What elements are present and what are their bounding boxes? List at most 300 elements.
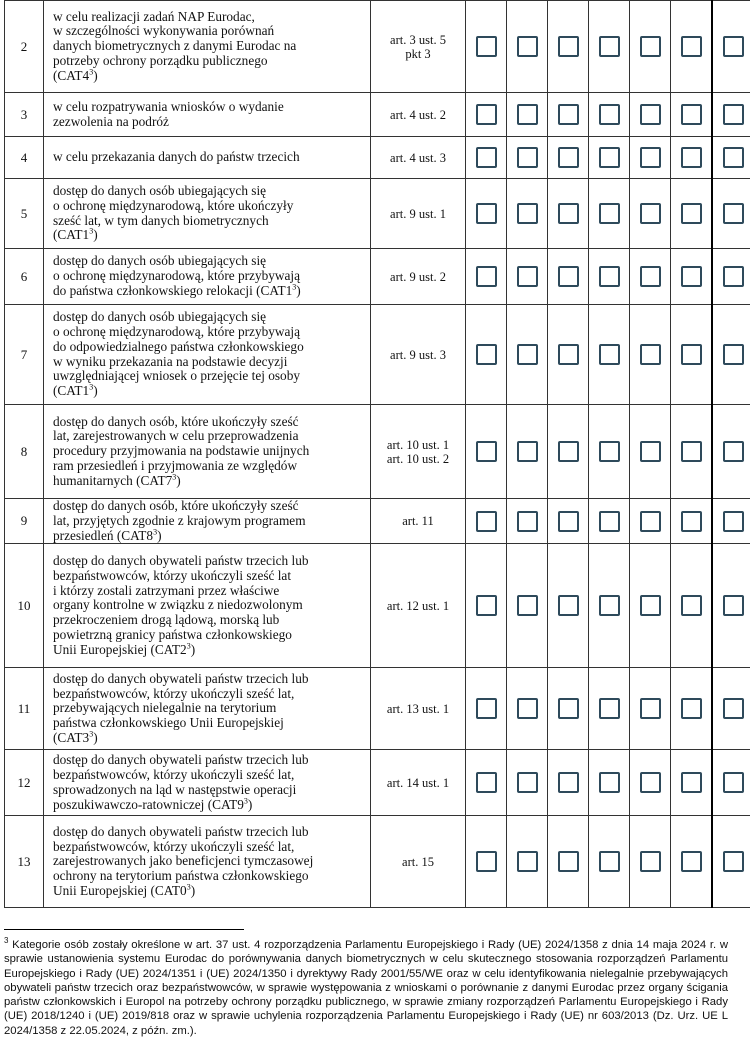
- checkbox[interactable]: [599, 698, 620, 719]
- checkbox-cell: [671, 305, 713, 405]
- description-line: w szczególności wykonywania porównań: [53, 23, 275, 39]
- categories-table: [4, 0, 750, 908]
- checkbox-cell: [548, 668, 589, 750]
- footnote-ref: 3: [153, 527, 158, 537]
- description-line: do odpowiedzialnego państwa członkowskiego: [53, 338, 304, 354]
- category-text: przesiedleń (CAT8: [53, 527, 154, 543]
- legal-basis: [371, 137, 466, 179]
- checkbox-cell: [507, 499, 548, 544]
- description-line: w celu rozpatrywania wniosków o wydanie: [53, 98, 284, 114]
- description-line: o ochronę międzynarodową, które przybywają: [53, 268, 301, 284]
- row-number: 12: [5, 750, 44, 816]
- checkbox[interactable]: [640, 595, 661, 616]
- checkbox[interactable]: [640, 36, 661, 57]
- checkbox[interactable]: [640, 203, 661, 224]
- checkbox[interactable]: [681, 147, 702, 168]
- checkbox-cell: [712, 249, 750, 305]
- table-row: [5, 668, 750, 750]
- row-description: [44, 499, 371, 544]
- checkbox-cell: [712, 668, 750, 750]
- checkbox[interactable]: [599, 511, 620, 532]
- description-category-line: [53, 529, 366, 544]
- checkbox[interactable]: [476, 441, 497, 462]
- article-reference: art. 9 ust. 2: [390, 269, 446, 284]
- table-row: [5, 816, 750, 908]
- table-row: [5, 544, 750, 668]
- article-reference: art. 9 ust. 1: [390, 206, 446, 221]
- row-number: 7: [5, 305, 44, 405]
- row-description: [44, 93, 371, 137]
- category-close: ): [190, 883, 196, 899]
- checkbox-cell: [671, 137, 713, 179]
- checkbox[interactable]: [599, 36, 620, 57]
- checkbox-cell: [630, 668, 671, 750]
- description-line: dostęp do danych obywateli państw trzecich lub: [53, 670, 309, 686]
- checkbox-cell: [466, 668, 507, 750]
- checkbox[interactable]: [517, 851, 538, 872]
- checkbox[interactable]: [517, 266, 538, 287]
- legal-basis: [371, 249, 466, 305]
- article-reference: art. 4 ust. 2: [390, 107, 446, 122]
- checkbox-cell: [712, 544, 750, 668]
- checkbox-cell: [548, 249, 589, 305]
- checkbox-cell: [630, 405, 671, 499]
- category-close: ): [190, 641, 196, 657]
- description-line: o ochronę międzynarodową, które przybywają: [53, 323, 301, 339]
- checkbox[interactable]: [599, 595, 620, 616]
- checkbox-cell: [712, 179, 750, 249]
- checkbox-cell: [507, 249, 548, 305]
- checkbox[interactable]: [723, 266, 744, 287]
- description-line: uwzględniającej wniosek o przejęcie tej osoby: [53, 368, 301, 384]
- checkbox[interactable]: [681, 511, 702, 532]
- checkbox-cell: [671, 249, 713, 305]
- checkbox[interactable]: [517, 595, 538, 616]
- footnote-ref: 3: [292, 282, 297, 292]
- description-line: bezpaństwowców, którzy ukończyli sześć lat,: [53, 767, 295, 783]
- checkbox-cell: [589, 305, 630, 405]
- description-line: dostęp do danych osób ubiegających się: [53, 309, 267, 325]
- checkbox-cell: [589, 405, 630, 499]
- article-reference: art. 12 ust. 1: [386, 598, 450, 613]
- checkbox-cell: [671, 179, 713, 249]
- checkbox[interactable]: [476, 203, 497, 224]
- checkbox-cell: [548, 499, 589, 544]
- checkbox[interactable]: [476, 698, 497, 719]
- checkbox[interactable]: [476, 36, 497, 57]
- category-close: ): [93, 67, 98, 83]
- checkbox-cell: [589, 816, 630, 908]
- footnote-ref: 3: [186, 882, 191, 892]
- checkbox[interactable]: [517, 772, 538, 793]
- checkbox-cell: [589, 668, 630, 750]
- category-text: poszukiwawczo-ratowniczej (CAT9: [53, 796, 244, 812]
- checkbox[interactable]: [640, 344, 661, 365]
- description-line: bezpaństwowców, którzy ukończyli sześć lat: [53, 567, 292, 583]
- description-line: przebywających nielegalnie na terytorium: [53, 700, 277, 716]
- checkbox[interactable]: [723, 772, 744, 793]
- checkbox[interactable]: [681, 203, 702, 224]
- checkbox[interactable]: [723, 203, 744, 224]
- checkbox-cell: [671, 93, 713, 137]
- checkbox[interactable]: [517, 441, 538, 462]
- checkbox[interactable]: [476, 511, 497, 532]
- checkbox[interactable]: [517, 104, 538, 125]
- checkbox[interactable]: [599, 203, 620, 224]
- checkbox-cell: [589, 249, 630, 305]
- description-line: powietrzną granicy państwa członkowskiego: [53, 627, 292, 643]
- checkbox-cell: [507, 305, 548, 405]
- description-line: dostęp do danych osób, które ukończyły sześć: [53, 498, 299, 513]
- description-line: lat, przyjętych zgodnie z krajowym programem: [53, 512, 306, 528]
- checkbox-cell: [507, 179, 548, 249]
- description-line: organy kontrolne w związku z niedozwolonym: [53, 597, 303, 613]
- checkbox[interactable]: [640, 441, 661, 462]
- category-text: humanitarnych (CAT7: [53, 472, 173, 488]
- footnote: [4, 938, 728, 1038]
- checkbox[interactable]: [681, 772, 702, 793]
- description-line: ram przesiedleń i przyjmowania ze względów: [53, 457, 298, 473]
- table-row: [5, 249, 750, 305]
- description-line: zezwolenia na podróż: [53, 113, 169, 129]
- checkbox-cell: [589, 750, 630, 816]
- checkbox[interactable]: [599, 851, 620, 872]
- description-line: w celu realizacji zadań NAP Eurodac,: [53, 8, 255, 24]
- checkbox[interactable]: [476, 147, 497, 168]
- article-reference: art. 14 ust. 1: [386, 775, 450, 790]
- row-description: [44, 137, 371, 179]
- category-text: Unii Europejskiej (CAT0: [53, 883, 187, 899]
- checkbox-cell: [712, 93, 750, 137]
- checkbox-cell: [630, 179, 671, 249]
- checkbox[interactable]: [723, 441, 744, 462]
- checkbox-cell: [671, 816, 713, 908]
- checkbox-cell: [630, 544, 671, 668]
- description-line: i którzy zostali zatrzymani przez właściwe: [53, 582, 280, 598]
- table-row: [5, 179, 750, 249]
- footnote-ref: 3: [89, 382, 94, 392]
- category-text: Unii Europejskiej (CAT2: [53, 641, 187, 657]
- checkbox-cell: [548, 137, 589, 179]
- checkbox-cell: [630, 499, 671, 544]
- checkbox[interactable]: [681, 698, 702, 719]
- row-number: 2: [5, 1, 44, 93]
- footnote-ref: 3: [172, 472, 177, 482]
- checkbox[interactable]: [723, 104, 744, 125]
- checkbox-cell: [712, 305, 750, 405]
- description-line: w celu przekazania danych do państw trzecich: [53, 149, 300, 165]
- row-number: 11: [5, 668, 44, 750]
- checkbox[interactable]: [476, 595, 497, 616]
- description-line: o ochronę międzynarodową, które ukończyły: [53, 197, 294, 213]
- checkbox-cell: [548, 93, 589, 137]
- article-reference: art. 3 ust. 5: [390, 32, 446, 47]
- checkbox[interactable]: [723, 36, 744, 57]
- table-row: [5, 1, 750, 93]
- checkbox-cell: [466, 544, 507, 668]
- checkbox-cell: [671, 544, 713, 668]
- category-text: do państwa członkowskiego relokacji (CAT1: [53, 282, 293, 298]
- checkbox-cell: [671, 1, 713, 93]
- checkbox-cell: [507, 93, 548, 137]
- checkbox[interactable]: [558, 698, 579, 719]
- checkbox-cell: [589, 137, 630, 179]
- description-line: bezpaństwowców, którzy ukończyli sześć lat,: [53, 685, 295, 701]
- checkbox[interactable]: [723, 344, 744, 365]
- checkbox[interactable]: [640, 511, 661, 532]
- checkbox-cell: [589, 93, 630, 137]
- category-close: ): [93, 383, 98, 399]
- description-category-line: [53, 474, 366, 489]
- checkbox-cell: [671, 668, 713, 750]
- checkbox[interactable]: [517, 344, 538, 365]
- checkbox[interactable]: [599, 344, 620, 365]
- checkbox[interactable]: [558, 344, 579, 365]
- legal-basis: [371, 750, 466, 816]
- checkbox[interactable]: [681, 104, 702, 125]
- checkbox-cell: [548, 816, 589, 908]
- checkbox[interactable]: [640, 104, 661, 125]
- description-category-line: [53, 284, 366, 299]
- checkbox[interactable]: [476, 772, 497, 793]
- checkbox[interactable]: [517, 36, 538, 57]
- description-line: bezpaństwowców, którzy ukończyli sześć lat,: [53, 838, 295, 854]
- row-description: [44, 405, 371, 499]
- checkbox-cell: [671, 499, 713, 544]
- checkbox[interactable]: [723, 851, 744, 872]
- checkbox[interactable]: [476, 851, 497, 872]
- checkbox-cell: [630, 750, 671, 816]
- checkbox[interactable]: [723, 698, 744, 719]
- description-category-line: [53, 69, 366, 84]
- checkbox-cell: [589, 544, 630, 668]
- checkbox-cell: [507, 137, 548, 179]
- checkbox[interactable]: [723, 595, 744, 616]
- row-description: [44, 249, 371, 305]
- description-line: ochrony na terytorium państwa członkowskiego: [53, 868, 309, 884]
- article-reference: art. 10 ust. 1: [386, 437, 450, 452]
- row-number: 6: [5, 249, 44, 305]
- description-line: zarejestrowanych jako beneficjenci tymczasowej: [53, 853, 314, 869]
- checkbox-cell: [712, 499, 750, 544]
- article-reference: art. 10 ust. 2: [386, 451, 450, 466]
- category-text: (CAT1: [53, 383, 90, 399]
- checkbox-cell: [548, 179, 589, 249]
- checkbox-cell: [507, 1, 548, 93]
- checkbox-cell: [712, 137, 750, 179]
- checkbox[interactable]: [681, 851, 702, 872]
- checkbox[interactable]: [517, 698, 538, 719]
- category-text: (CAT4: [53, 67, 90, 83]
- checkbox[interactable]: [681, 344, 702, 365]
- description-line: przekroczeniem drogą lądową, morską lub: [53, 612, 280, 628]
- description-line: państwa członkowskiego Unii Europejskiej: [53, 715, 284, 731]
- checkbox[interactable]: [558, 441, 579, 462]
- checkbox-cell: [507, 816, 548, 908]
- checkbox[interactable]: [681, 441, 702, 462]
- checkbox-cell: [630, 93, 671, 137]
- footnote-ref: 3: [89, 67, 94, 77]
- row-description: [44, 816, 371, 908]
- article-reference: art. 4 ust. 3: [390, 150, 446, 165]
- row-description: [44, 544, 371, 668]
- description-line: dostęp do danych osób, które ukończyły sześć: [53, 413, 299, 429]
- article-reference: art. 9 ust. 3: [390, 347, 446, 362]
- checkbox-cell: [507, 405, 548, 499]
- description-category-line: [53, 884, 366, 899]
- checkbox-cell: [712, 750, 750, 816]
- description-line: potrzeby ochrony porządku publicznego: [53, 52, 268, 68]
- checkbox[interactable]: [476, 104, 497, 125]
- table-row: [5, 305, 750, 405]
- table-row: [5, 750, 750, 816]
- row-number: 10: [5, 544, 44, 668]
- footnote-mark: 3: [4, 936, 9, 946]
- checkbox[interactable]: [558, 147, 579, 168]
- category-text: (CAT1: [53, 227, 90, 243]
- checkbox-cell: [466, 499, 507, 544]
- checkbox-cell: [466, 249, 507, 305]
- checkbox-cell: [589, 1, 630, 93]
- description-line: w wyniku przekazania na podstawie decyzji: [53, 353, 288, 369]
- row-number: 3: [5, 93, 44, 137]
- category-text: (CAT3: [53, 730, 90, 746]
- article-reference: art. 11: [402, 514, 434, 529]
- footnote-text: Kategorie osób zostały określone w art. 37 ust. 4 rozporządzenia Parlamentu Europejskiego i Rady (UE) 2024/1358 z dnia 14 maja 2024 r. w sprawie ustanowienia systemu Eurodac do porównywania danych biometrycznych w celu skutecznego stosowania rozporządzeń Parlamentu Europejskiego i Rady (UE) 2024/1351 i (UE) 2024/1350 i dyrektywy Rady 2001/55/WE oraz w celu identyfikowania nielegalnie przebywających obywateli państw trzecich oraz bezpaństwowców, w sprawie występowania z wnioskami o porównanie z danymi Eurodac przez organy ścigania państw członkowskich i Europol na potrzeby ochrony porządku publicznego, w sprawie zmiany rozporządzeń Parlamentu Europejskiego i Rady (UE) 2018/1240 i (UE) 2019/818 oraz w sprawie uchylenia rozporządzenia Parlamentu Europejskiego i Rady (UE) nr 603/2013 (Dz. Urz. UE L 2024/1358 z 22.05.2024, z późn. zm.).: [4, 939, 728, 1037]
- checkbox[interactable]: [640, 266, 661, 287]
- checkbox[interactable]: [558, 511, 579, 532]
- row-description: [44, 305, 371, 405]
- row-number: 5: [5, 179, 44, 249]
- checkbox-cell: [548, 305, 589, 405]
- checkbox[interactable]: [723, 147, 744, 168]
- checkbox-cell: [507, 668, 548, 750]
- checkbox[interactable]: [599, 772, 620, 793]
- legal-basis: [371, 544, 466, 668]
- checkbox-cell: [507, 750, 548, 816]
- checkbox-cell: [589, 179, 630, 249]
- checkbox[interactable]: [599, 266, 620, 287]
- checkbox[interactable]: [517, 511, 538, 532]
- description-line: danych biometrycznych z danymi Eurodac na: [53, 38, 297, 54]
- checkbox[interactable]: [558, 36, 579, 57]
- description-category-line: [53, 798, 366, 813]
- footnote-separator: [4, 929, 244, 930]
- checkbox[interactable]: [640, 147, 661, 168]
- checkbox[interactable]: [681, 266, 702, 287]
- checkbox[interactable]: [599, 104, 620, 125]
- category-close: ): [296, 282, 301, 298]
- category-close: ): [176, 472, 181, 488]
- description-line: lat, zarejestrowanych w celu przeprowadzenia: [53, 428, 299, 444]
- checkbox-cell: [589, 499, 630, 544]
- checkbox-cell: [671, 750, 713, 816]
- checkbox-cell: [712, 816, 750, 908]
- checkbox-cell: [630, 1, 671, 93]
- checkbox-cell: [507, 544, 548, 668]
- checkbox[interactable]: [599, 147, 620, 168]
- checkbox[interactable]: [558, 851, 579, 872]
- row-number: 8: [5, 405, 44, 499]
- category-close: ): [93, 227, 98, 243]
- checkbox[interactable]: [517, 203, 538, 224]
- description-line: dostęp do danych obywateli państw trzecich lub: [53, 823, 309, 839]
- legal-basis: [371, 668, 466, 750]
- description-line: dostęp do danych obywateli państw trzecich lub: [53, 752, 309, 768]
- checkbox-cell: [466, 179, 507, 249]
- checkbox[interactable]: [723, 511, 744, 532]
- checkbox[interactable]: [476, 344, 497, 365]
- category-close: ): [93, 730, 98, 746]
- description-category-line: [53, 384, 366, 399]
- checkbox-cell: [630, 305, 671, 405]
- checkbox[interactable]: [640, 772, 661, 793]
- checkbox-cell: [466, 405, 507, 499]
- article-reference: art. 13 ust. 1: [386, 701, 450, 716]
- description-line: sześć lat, w tym danych biometrycznych: [53, 212, 269, 228]
- row-number: 9: [5, 499, 44, 544]
- checkbox[interactable]: [599, 441, 620, 462]
- category-close: ): [247, 796, 253, 812]
- checkbox-cell: [466, 305, 507, 405]
- legal-basis: [371, 179, 466, 249]
- checkbox[interactable]: [517, 147, 538, 168]
- table-row: [5, 93, 750, 137]
- checkbox-cell: [548, 750, 589, 816]
- checkbox[interactable]: [681, 36, 702, 57]
- checkbox-cell: [712, 1, 750, 93]
- checkbox[interactable]: [476, 266, 497, 287]
- footnote-ref: 3: [186, 641, 191, 651]
- category-close: ): [157, 527, 162, 543]
- checkbox[interactable]: [640, 851, 661, 872]
- row-description: [44, 750, 371, 816]
- legal-basis: [371, 499, 466, 544]
- description-category-line: [53, 731, 366, 746]
- checkbox-cell: [630, 137, 671, 179]
- checkbox-cell: [466, 1, 507, 93]
- checkbox[interactable]: [681, 595, 702, 616]
- description-line: procedury przyjmowania na podstawie unijnych: [53, 443, 310, 459]
- footnote-ref: 3: [243, 796, 248, 806]
- checkbox[interactable]: [558, 772, 579, 793]
- checkbox-cell: [671, 405, 713, 499]
- checkbox-cell: [712, 405, 750, 499]
- row-number: 4: [5, 137, 44, 179]
- description-line: dostęp do danych obywateli państw trzecich lub: [53, 553, 309, 569]
- checkbox-cell: [630, 249, 671, 305]
- description-line: sprowadzonych na ląd w następstwie operacji: [53, 781, 297, 797]
- checkbox[interactable]: [640, 698, 661, 719]
- row-description: [44, 1, 371, 93]
- legal-basis: [371, 305, 466, 405]
- legal-basis: [371, 405, 466, 499]
- checkbox-cell: [466, 750, 507, 816]
- checkbox[interactable]: [558, 104, 579, 125]
- checkbox-cell: [548, 544, 589, 668]
- table-row: [5, 137, 750, 179]
- row-number: 13: [5, 816, 44, 908]
- row-description: [44, 179, 371, 249]
- checkbox-cell: [466, 93, 507, 137]
- description-category-line: [53, 643, 366, 658]
- table-row: [5, 405, 750, 499]
- table-row: [5, 499, 750, 544]
- checkbox[interactable]: [558, 595, 579, 616]
- footnote-ref: 3: [89, 729, 94, 739]
- checkbox[interactable]: [558, 203, 579, 224]
- checkbox[interactable]: [558, 266, 579, 287]
